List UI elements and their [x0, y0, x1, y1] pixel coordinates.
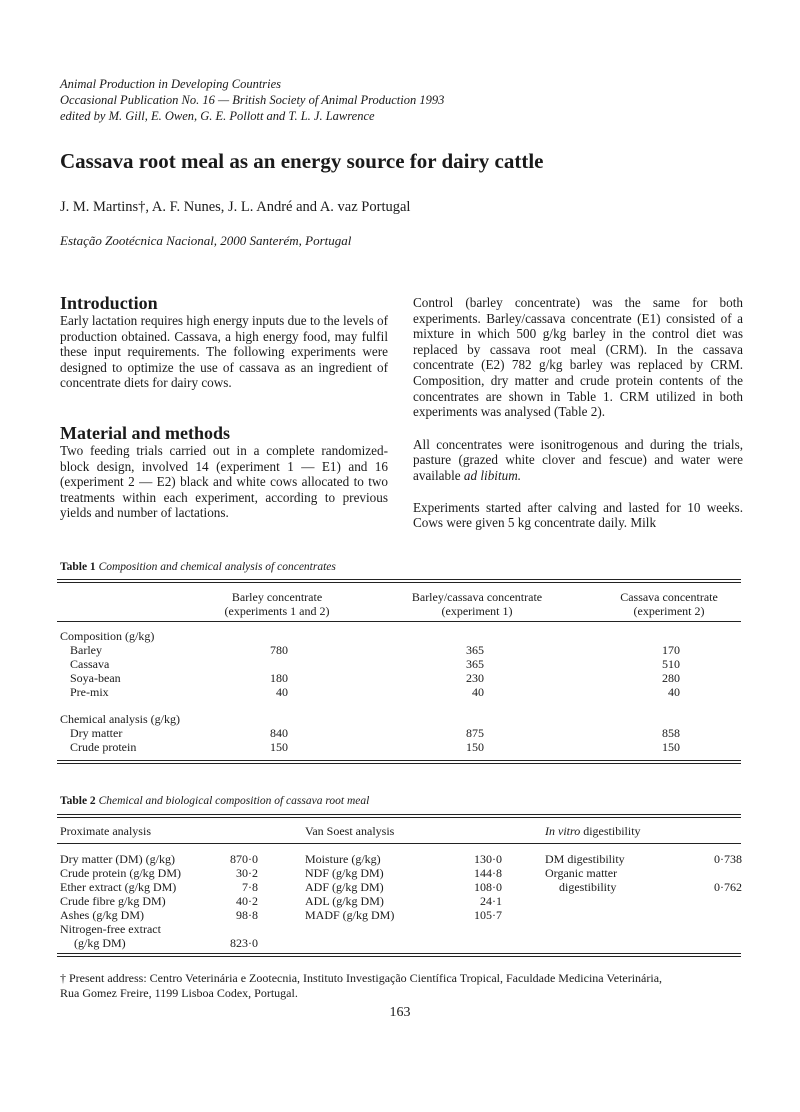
table1-row-label: Dry matter — [70, 726, 123, 740]
methods-text: Two feeding trials carried out in a complete randomized-block design, involved 14 (experiment 1 — E1) and 16 (experiment 2 — E2) black and white cows allocated to two treatments within each experiment, according to previous yields and number of lactations. — [60, 442, 388, 521]
table1-header-rule — [57, 621, 741, 622]
left-column — [60, 293, 388, 521]
table2-digest-value: 0·738 — [714, 852, 742, 866]
table2-prox-value: 30·2 — [236, 866, 258, 880]
footnote-line-2: Rua Gomez Freire, 1199 Lisboa Codex, Portugal. — [60, 986, 298, 1000]
table1-row-label: Soya-bean — [70, 671, 121, 685]
affiliation: Estação Zootécnica Nacional, 2000 Santerém, Portugal — [60, 233, 352, 248]
header-line-1: Animal Production in Developing Countries — [60, 77, 282, 91]
table2-vans-label: Moisture (g/kg) — [305, 852, 381, 866]
table2-digest-value: 0·762 — [714, 880, 742, 894]
introduction-heading: Introduction — [60, 293, 158, 313]
paper-title: Cassava root meal as an energy source for dairy cattle — [60, 149, 544, 173]
page-number: 163 — [389, 1005, 411, 1020]
table2-caption-text: Chemical and biological composition of cassava root meal — [98, 795, 370, 807]
table1-cell: 40 — [276, 685, 288, 699]
table1-cell: 365 — [466, 657, 484, 671]
right-column — [413, 295, 743, 531]
table1-cell: 875 — [466, 726, 484, 740]
table1-cell: 510 — [662, 657, 680, 671]
table2-prox-label: Ether extract (g/kg DM) — [60, 880, 177, 894]
table1-cell: 780 — [270, 643, 288, 657]
methods-heading: Material and methods — [60, 422, 230, 443]
table2-header-digestibility — [545, 824, 641, 839]
right-paragraph-3: Experiments started after calving and lasted for 10 weeks. Cows were given 5 kg concentrate daily. Milk — [413, 499, 743, 531]
table1-col-header-3 — [597, 590, 741, 618]
right-paragraph-2 — [413, 437, 743, 484]
table1-cell: 170 — [662, 643, 680, 657]
table1-row-label: Barley — [70, 643, 102, 657]
table1-bottom-rule — [57, 760, 741, 761]
table1-cell: 40 — [668, 685, 680, 699]
table2-digest-label: digestibility — [559, 880, 617, 894]
table2-vans-label: MADF (g/kg DM) — [305, 908, 395, 922]
table1-row-label: Pre-mix — [70, 685, 109, 699]
table1-caption-text: Composition and chemical analysis of concentrates — [98, 561, 336, 573]
table2-prox-label: Crude fibre g/kg DM) — [60, 894, 166, 908]
table2-vans-value: 130·0 — [474, 852, 502, 866]
table1-section-composition: Composition (g/kg) — [60, 629, 155, 643]
table1-col-header-1-line2: (experiments 1 and 2) — [224, 604, 330, 618]
right-paragraph-1: Control (barley concentrate) was the same for both experiments. Barley/cassava concentrate (E1) consisted of a mixture in which 500 g/kg barley in the control diet was replaced by cassava root meal (CRM). In the cassava concentrate (E2) 782 g/kg barley was replaced by CRM. Composition, dry matter and crude protein contents of the concentrates are shown in Table 1. CRM utilized in both experiments was analysed (Table 2). — [413, 295, 743, 420]
footnote-line-1: † Present address: Centro Veterinária e Zootecnia, Instituto Investigação Científica Tropical, Faculdade Medicina Veterinária, — [60, 971, 663, 985]
table2-prox-label: Crude protein (g/kg DM) — [60, 866, 181, 880]
introduction-text: Early lactation requires high energy inputs due to the levels of production obtained. Cassava, a high energy food, may fulfil these input requirements. The following experiments were designed to optimize the use of cassava as an ingredient of concentrate diets for dairy cows. — [60, 313, 388, 391]
table1-col-header-2 — [377, 590, 577, 618]
table2-vans-value: 144·8 — [474, 866, 502, 880]
table1-row-label: Cassava — [70, 657, 110, 671]
table1-cell: 180 — [270, 671, 288, 685]
table2-header-digestibility-rest: digestibility — [580, 824, 641, 838]
table1-cell: 230 — [466, 671, 484, 685]
table1-col-header-3-line2: (experiment 2) — [633, 604, 705, 618]
authors: J. M. Martins†, A. F. Nunes, J. L. André and A. vaz Portugal — [60, 199, 411, 215]
table2-top-rule — [57, 814, 741, 815]
table1-top-rule — [57, 579, 741, 580]
table1 — [57, 590, 741, 760]
table1-top-rule-2 — [57, 582, 741, 583]
table2-header-digestibility-em: In vitro — [545, 824, 581, 838]
table2-header-rule — [57, 843, 741, 844]
table2-caption — [60, 795, 369, 807]
table2-prox-label: Ashes (g/kg DM) — [60, 908, 144, 922]
table2-prox-value: 40·2 — [236, 894, 258, 908]
table2-bottom-rule-2 — [57, 956, 741, 957]
table2-vans-label: NDF (g/kg DM) — [305, 866, 384, 880]
right-paragraph-2-emphasis: ad libitum. — [463, 467, 522, 483]
table2-prox-value: 7·8 — [242, 880, 258, 894]
table1-cell: 40 — [472, 685, 484, 699]
table2-prox-label: Dry matter (DM) (g/kg) — [60, 852, 175, 866]
table2-prox-value: 823·0 — [230, 936, 258, 950]
publication-header — [60, 76, 444, 124]
table1-col-header-2-line1: Barley/cassava concentrate — [411, 590, 543, 604]
header-line-3: edited by M. Gill, E. Owen, G. E. Pollott and T. L. J. Lawrence — [60, 109, 375, 123]
table1-cell: 840 — [270, 726, 288, 740]
table1-section-chemical: Chemical analysis (g/kg) — [60, 712, 180, 726]
table2-prox-value: 98·8 — [236, 908, 258, 922]
header-line-2: Occasional Publication No. 16 — British Society of Animal Production 1993 — [60, 93, 445, 107]
table1-row-label: Crude protein — [70, 740, 137, 754]
table1-label: Table 1 — [60, 561, 96, 573]
table2-vans-value: 108·0 — [474, 880, 502, 894]
table2-label: Table 2 — [60, 795, 96, 807]
table2-header-vansoest: Van Soest analysis — [305, 824, 395, 838]
table1-col-header-1 — [197, 590, 357, 618]
table1-col-header-3-line1: Cassava concentrate — [620, 590, 718, 604]
table1-cell: 280 — [662, 671, 680, 685]
table1-caption — [60, 561, 336, 573]
table1-bottom-rule-2 — [57, 763, 741, 764]
table2-prox-label: Nitrogen-free extract — [60, 922, 161, 936]
table2-vans-value: 24·1 — [480, 894, 502, 908]
table1-col-header-2-line2: (experiment 1) — [441, 604, 513, 618]
table2-bottom-rule — [57, 953, 741, 954]
footnote — [60, 971, 744, 1001]
table2-digest-label: DM digestibility — [545, 852, 625, 866]
table2-header-proximate: Proximate analysis — [60, 824, 151, 838]
table1-cell: 150 — [466, 740, 484, 754]
table2-vans-value: 105·7 — [474, 908, 502, 922]
table2-prox-label: (g/kg DM) — [74, 936, 126, 950]
table2-digest-label: Organic matter — [545, 866, 618, 880]
table2-vans-label: ADF (g/kg DM) — [305, 880, 384, 894]
table2-prox-value: 870·0 — [230, 852, 258, 866]
table2-top-rule-2 — [57, 817, 741, 818]
table1-cell: 858 — [662, 726, 680, 740]
table1-cell: 150 — [662, 740, 680, 754]
right-paragraph-2-text: All concentrates were isonitrogenous and during the trials, pasture (grazed white clover and fescue) and water were available — [413, 436, 743, 483]
table1-cell: 150 — [270, 740, 288, 754]
table1-cell: 365 — [466, 643, 484, 657]
table2-vans-label: ADL (g/kg DM) — [305, 894, 384, 908]
table1-col-header-1-line1: Barley concentrate — [231, 590, 323, 604]
